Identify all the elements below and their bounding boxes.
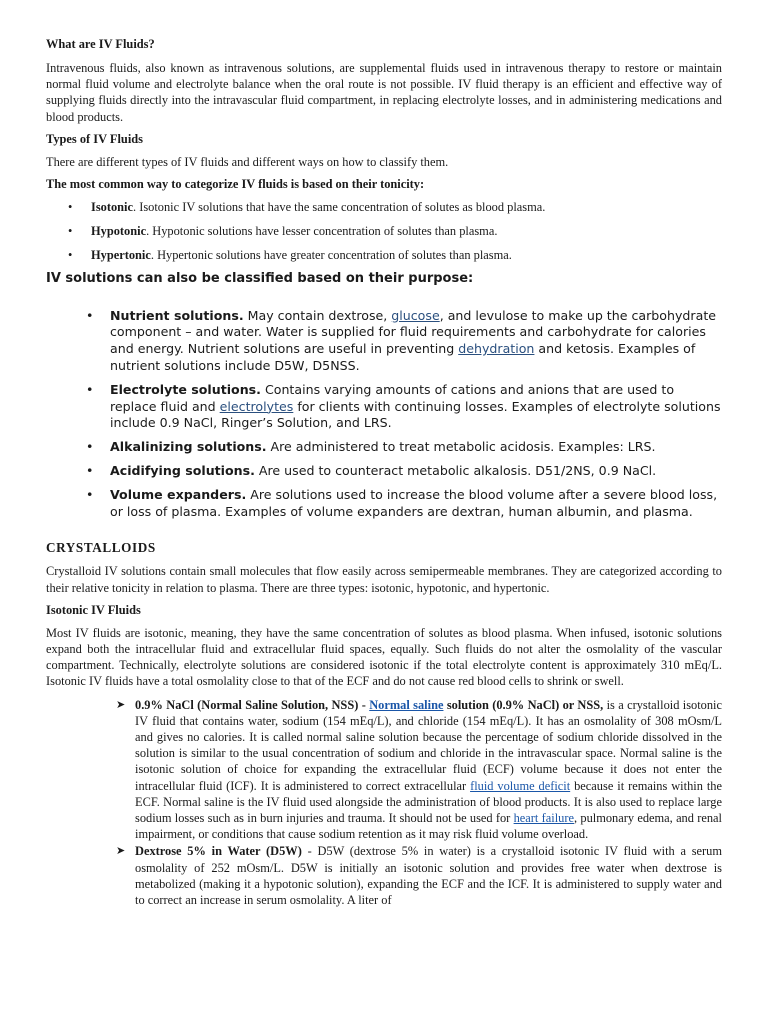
crystalloids-paragraph: Crystalloid IV solutions contain small molecules that flow easily across semipermeable membranes. They are categorized according to their relative tonicity in relation to plasma. There are three types: isotonic, hypotonic, and hypertonic. [46,564,722,595]
text: for clients with continuing losses. Examples of electrolyte solutions include 0.9 NaCl, Ringer’s Solution, and LRS. [110,398,721,431]
tonicity-list [46,199,722,264]
heading-purpose: IV solutions can also be classified based on their purpose: [46,270,474,286]
document-page [46,34,722,908]
arrow-bullet-icon: ➤ [116,845,126,858]
heading-tonicity: The most common way to categorize IV fluids is based on their tonicity: [46,177,425,192]
description: . Hypotonic solutions have lesser concentration of solutes than plasma. [146,224,498,239]
text: because it remains within the ECF. Normal saline is the IV fluid used alongside the administration of blood products. It is also used to replace large sodium losses such as in burn injuries and trauma. It should not be used for [135,778,722,826]
list-item [46,308,722,375]
text: and ketosis. Examples of nutrient solutions include D5W, D5NSS. [110,341,696,374]
heading-isotonic-iv-fluids: Isotonic IV Fluids [46,602,141,617]
text: Are used to counteract metabolic alkalosis. D51/2NS, 0.9 NaCl. [254,463,657,478]
purpose-list [46,308,722,521]
term: Alkalinizing solutions. [110,439,267,455]
intro-paragraph: Intravenous fluids, also known as intravenous solutions, are supplemental fluids used in intravenous therapy to restore or maintain normal fluid volume and electrolyte balance when the oral route is not possible. IV fluid therapy is an efficient and effective way of supplying fluids directly into the intravascular fluid compartment, in replacing electrolyte losses, and in administering medications and blood products. [46,61,722,124]
term: solution (0.9% NaCl) or NSS, [443,697,604,712]
text: , and levulose to make up the carbohydrate component – and water. Water is supplied for fluid requirements and carbohydrate for calories and energy. Nutrient solutions are useful in preventing [110,307,717,357]
list-item [46,439,722,456]
term: Nutrient solutions. [110,307,244,323]
heading-crystalloids: CRYSTALLOIDS [46,540,156,556]
list-item [46,382,722,432]
description: . Hypertonic solutions have greater concentration of solutes than plasma. [150,248,512,263]
isotonic-fluid-list [46,697,722,909]
text: Contains varying amounts of cations and anions that are used to replace fluid and [110,381,675,414]
arrow-bullet-icon: ➤ [116,698,126,711]
term: Hypertonic [91,248,151,263]
bullet-icon: • [86,381,94,397]
list-item [46,463,722,480]
list-item [46,487,722,521]
bullet-icon: • [86,307,94,323]
list-item [46,843,722,908]
text: , pulmonary edema, and renal impairment, or conditions that cause sodium retention as it may risk fluid volume overload. [135,811,723,842]
term: 0.9% NaCl (Normal Saline Solution, NSS) - [135,697,370,712]
list-item [46,199,722,215]
fluid-volume-deficit-link[interactable]: fluid volume deficit [470,778,571,793]
normal-saline-link[interactable]: Normal saline [369,697,444,712]
term: Dextrose 5% in Water (D5W) [135,844,302,859]
list-item [46,223,722,239]
term: Acidifying solutions. [110,463,255,478]
bullet-icon: • [86,463,94,478]
heading-types-of-iv-fluids: Types of IV Fluids [46,131,143,146]
bullet-icon: • [86,439,94,455]
dehydration-link[interactable]: dehydration [458,341,535,357]
text: is a crystalloid isotonic IV fluid that contains water, sodium (154 mEq/L), and chloride (154 mEq/L). It has an osmolality of 308 mOsm/L and gives no calories. It is called normal saline solution because the percentage of sodium chloride dissolved in the solution is similar to the usual concentration of sodium and chloride in the intravascular space. Normal saline is the isotonic solution of choice for expanding the extracellular fluid (ECF) volume because it does not enter the intracellular fluid (ICF). It is administered to correct extracellular [135,697,722,793]
bullet-icon: • [68,200,73,215]
bullet-icon: • [86,486,94,502]
term: Electrolyte solutions. [110,381,261,397]
bullet-icon: • [68,248,73,263]
text: May contain dextrose, [243,307,392,323]
term: Volume expanders. [110,486,247,502]
text: Are administered to treat metabolic acidosis. Examples: LRS. [266,439,656,455]
bullet-icon: • [68,224,73,239]
heading-what-are-iv-fluids: What are IV Fluids? [46,37,155,51]
heart-failure-link[interactable]: heart failure [513,811,574,826]
types-paragraph: There are different types of IV fluids and different ways on how to classify them. [46,154,449,169]
term: Hypotonic [91,224,147,239]
term: Isotonic [91,200,133,215]
glucose-link[interactable]: glucose [391,307,440,323]
electrolytes-link[interactable]: electrolytes [219,398,294,414]
description: . Isotonic IV solutions that have the same concentration of solutes as blood plasma. [133,200,546,215]
text: Are solutions used to increase the blood volume after a severe blood loss, or loss of plasma. Examples of volume expanders are dextran, human albumin, and plasma. [110,486,718,519]
isotonic-paragraph: Most IV fluids are isotonic, meaning, they have the same concentration of solutes as blood plasma. When infused, isotonic solutions expand both the intracellular fluid and extracellular fluid spaces, equally. Such fluids do not alter the osmolality of the vascular compartment. Technically, electrolyte solutions are considered isotonic if the total electrolyte content is approximately 310 mEq/L. Isotonic IV fluids have a total osmolality close to that of the ECF and do not cause red blood cells to shrink or swell. [46,625,722,689]
list-item [46,697,722,843]
text: - D5W (dextrose 5% in water) is a crystalloid isotonic IV fluid with a serum osmolality of 252 mOsm/L. D5W is initially an isotonic solution and provides free water when dextrose is metabolized (making it a hypotonic solution), expanding the ECF and the ICF. It is administered to supply water and to correct an increase in serum osmolality. A liter of [135,844,722,908]
list-item [46,247,722,263]
